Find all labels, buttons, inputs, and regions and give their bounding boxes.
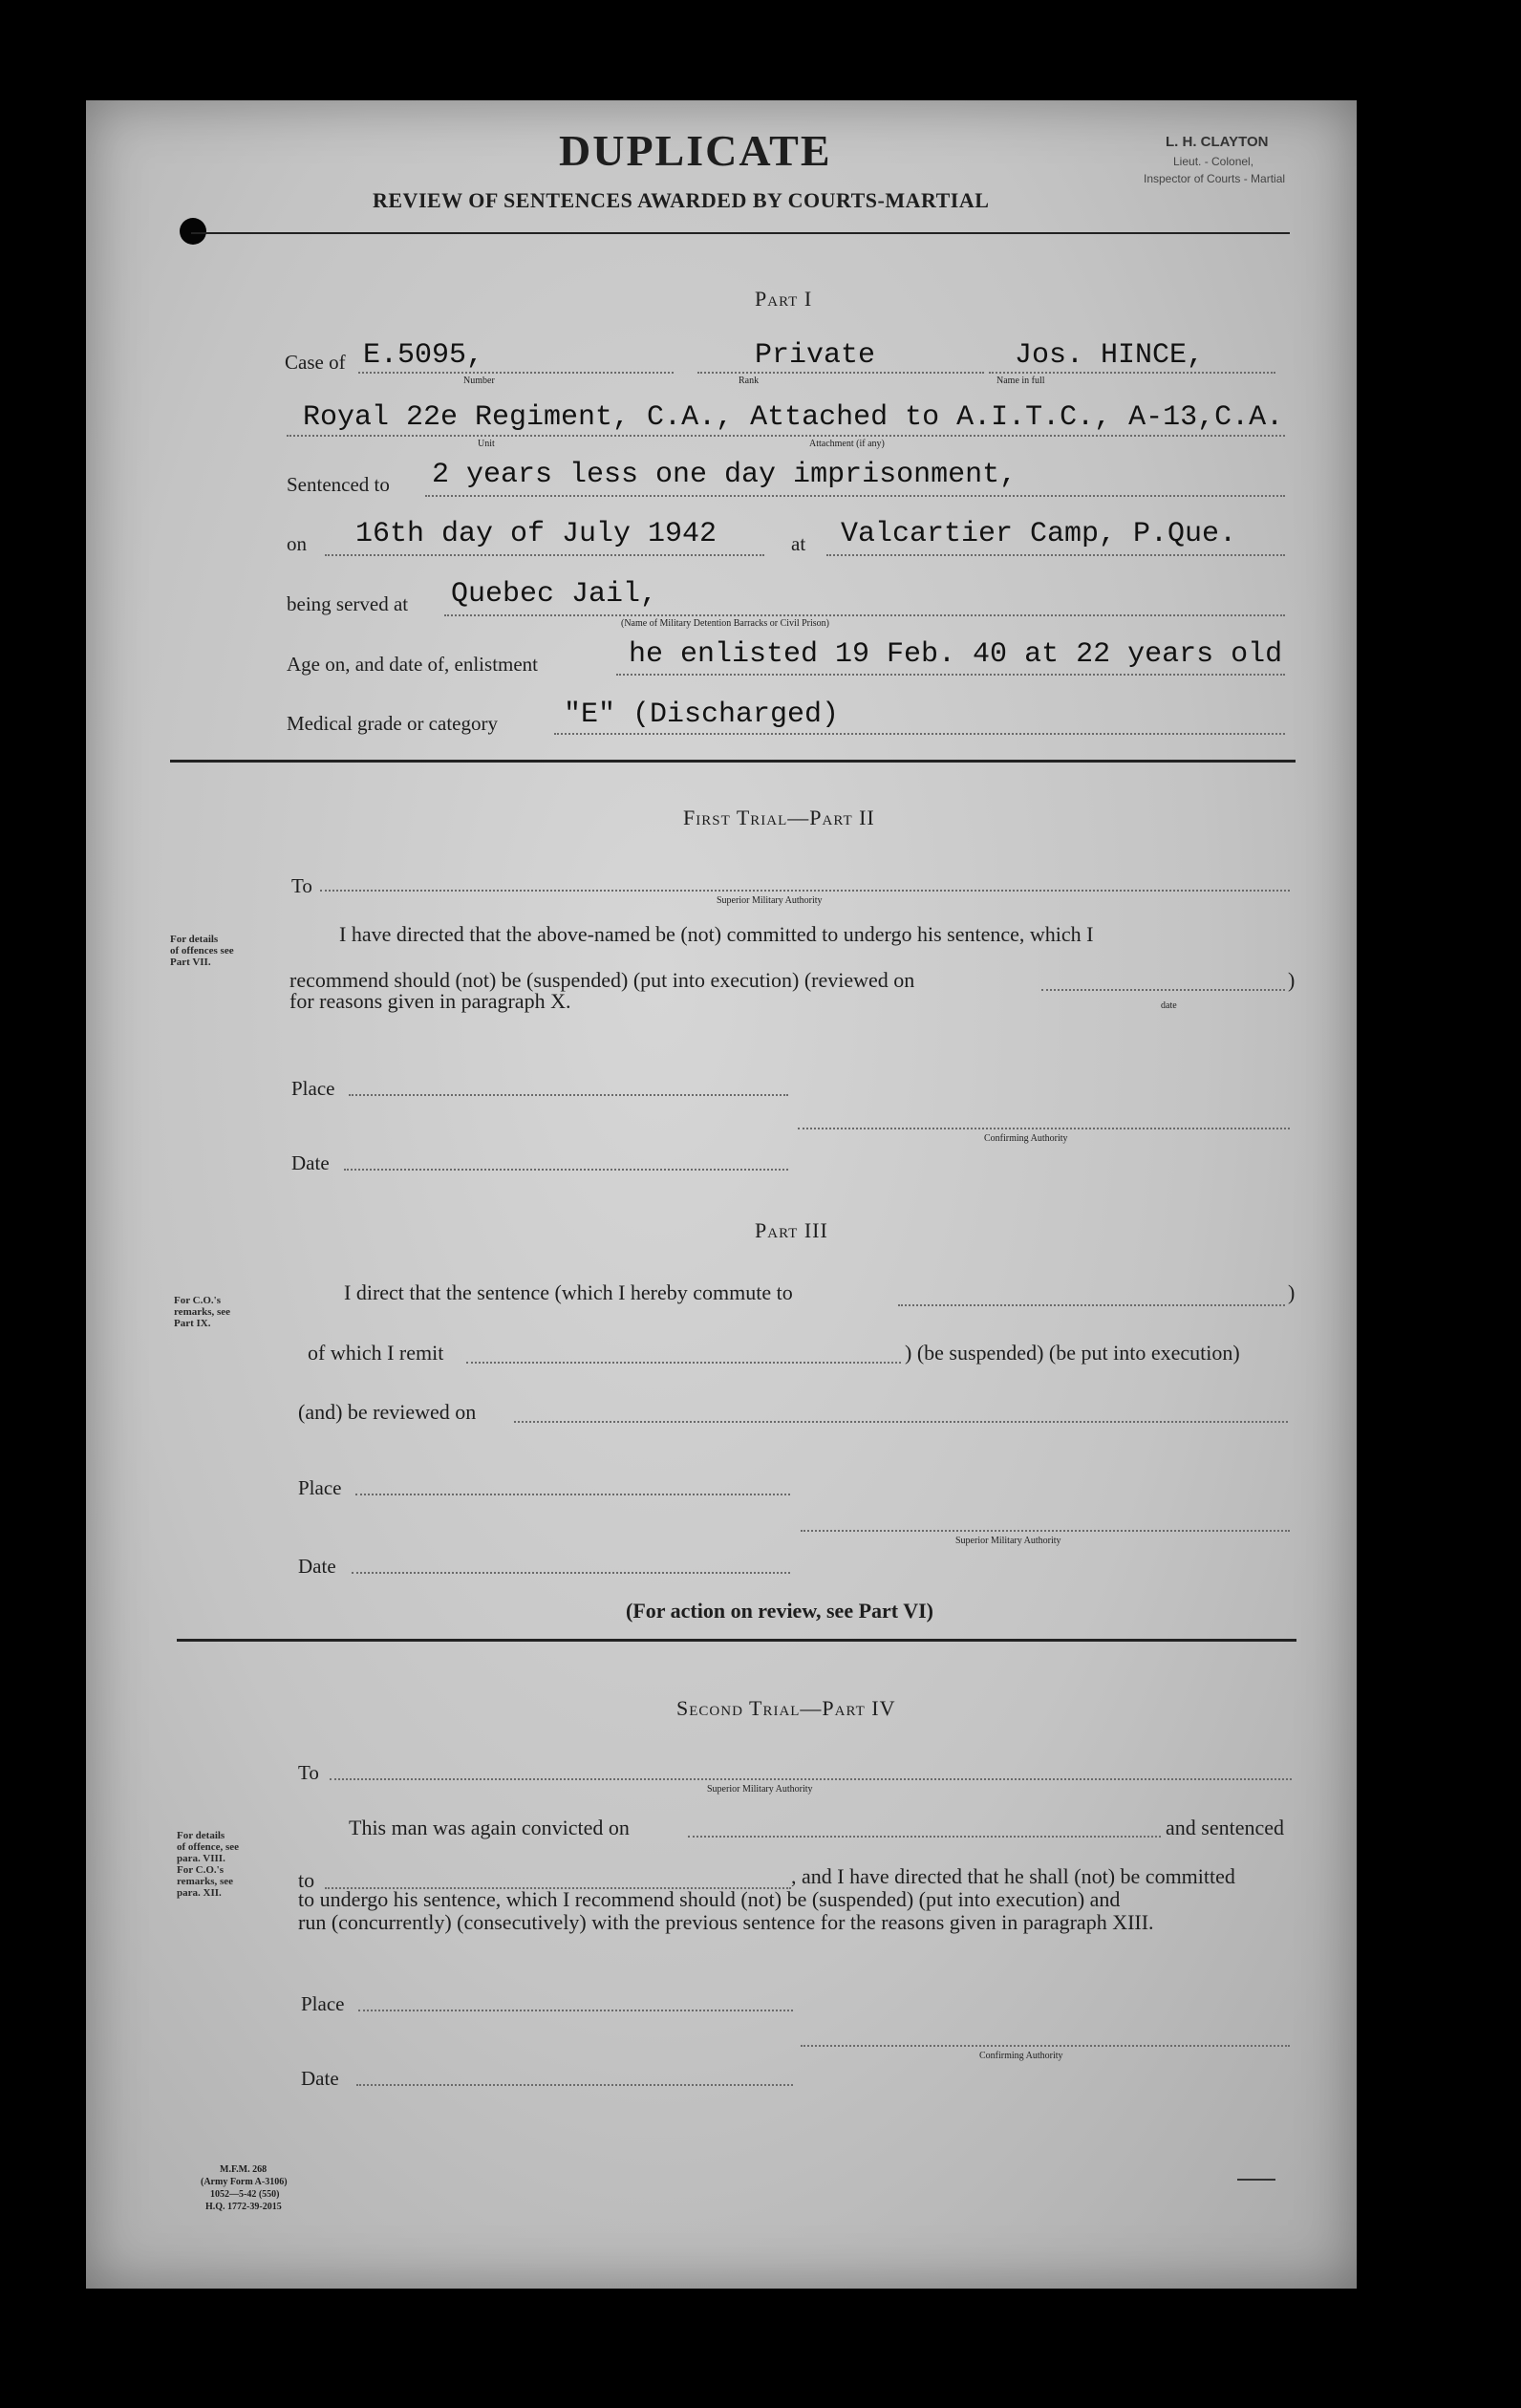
medical-line [554,733,1285,735]
clayton-stamp-title: Inspector of Courts - Martial [1144,172,1286,185]
part2-close-paren: ) [1288,968,1296,992]
document-subtitle: REVIEW OF SENTENCES AWARDED BY COURTS-MARTIAL [373,188,990,212]
part4-line2a: to [298,1868,315,1892]
clayton-stamp-name: L. H. CLAYTON [1166,134,1269,150]
case-of-label: Case of [285,351,346,374]
part2-date-line [344,1169,788,1171]
sentenced-label: Sentenced to [287,473,390,496]
rank-line [697,372,984,374]
part2-place-label: Place [291,1077,335,1100]
part2-heading: First Trial—Part II [683,806,875,829]
part3-remit-label: of which I remit [308,1341,444,1365]
part3-date-line [352,1572,790,1574]
part2-date-caption: date [1161,1000,1177,1011]
part1-heading: Part I [755,287,813,311]
unit-value: Royal 22e Regiment, C.A., Attached to A.I.T.C., A-13,C.A. [303,401,1284,434]
part2-side-note: For details of offences see Part VII. [170,934,234,968]
rank-caption: Rank [739,376,760,386]
number-caption: Number [463,376,495,386]
part4-line4: run (concurrently) (consecutively) with the previous sentence for the reasons given in paragraph XIII. [298,1910,1154,1934]
part4-confirming-caption: Confirming Authority [979,2051,1063,2061]
part2-date-label: Date [291,1151,330,1174]
part3-line1: I direct that the sentence (which I hereby commute to [344,1280,793,1304]
part4-to-line [330,1778,1292,1780]
part3-signature-line [801,1530,1290,1532]
sentence-line [425,495,1285,497]
name-value: Jos. HINCE, [1015,339,1205,372]
at-label: at [791,532,806,555]
name-caption: Name in full [996,376,1045,386]
header-rule [191,232,1290,234]
part3-reviewed-label: (and) be reviewed on [298,1400,477,1424]
part4-line1b: and sentenced [1166,1816,1284,1839]
part3-action-note: (For action on review, see Part VI) [626,1599,933,1623]
part3-commute-line [898,1304,1285,1306]
on-label: on [287,532,307,555]
part2-signature-line [798,1128,1290,1129]
part3-remit-line [466,1362,901,1364]
part4-to-label: To [298,1761,319,1784]
document-sheet [86,100,1357,2289]
part4-line3: to undergo his sentence, which I recommend should (not) be (suspended) (put into execution) and [298,1887,1121,1911]
form-number-line2: (Army Form A-3106) [201,2177,288,2187]
form-number-line1: M.F.M. 268 [220,2164,268,2175]
rank-value: Private [755,339,876,372]
name-line [989,372,1275,374]
part2-place-line [349,1094,788,1096]
part2-line1: I have directed that the above-named be (not) committed to undergo his sentence, which I [339,922,1094,946]
part3-place-label: Place [298,1476,342,1499]
part4-place-line [358,2010,793,2011]
part4-date-line [356,2084,793,2086]
part2-confirming-caption: Confirming Authority [984,1133,1068,1144]
part4-date-label: Date [301,2067,339,2090]
part2-line2: recommend should (not) be (suspended) (put into execution) (reviewed on [289,968,915,992]
part2-review-date-line [1041,989,1285,991]
part4-signature-line [801,2045,1290,2047]
part4-line1a: This man was again convicted on [349,1816,630,1839]
footer-short-rule [1237,2179,1275,2181]
prison-line [444,614,1285,616]
part4-conviction-line [688,1836,1161,1838]
part4-heading: Second Trial—Part IV [676,1696,896,1720]
part3-place-line [355,1494,790,1495]
part3-authority-caption: Superior Military Authority [955,1536,1061,1546]
served-label: being served at [287,592,409,615]
service-number-value: E.5095, [363,339,484,372]
medical-value: "E" (Discharged) [564,699,840,731]
part2-to-label: To [291,874,312,897]
part2-authority-caption: Superior Military Authority [717,895,823,906]
prison-value: Quebec Jail, [451,578,658,611]
enlistment-value: he enlisted 19 Feb. 40 at 22 years old [629,638,1283,671]
attachment-caption: Attachment (if any) [809,439,885,449]
part1-end-rule [170,760,1296,763]
punch-hole-mark [180,218,206,245]
form-number-line3: 1052—5-42 (550) [210,2189,280,2200]
part3-side-note: For C.O.'s remarks, see Part IX. [174,1295,231,1329]
part3-reviewed-line [514,1421,1288,1423]
form-number-line4: H.Q. 1772-39-2015 [205,2202,282,2212]
part2-to-line [320,890,1290,892]
prison-caption: (Name of Military Detention Barracks or Civil Prison) [621,618,830,629]
document-title: DUPLICATE [559,126,832,175]
trial-place-line [826,554,1285,556]
part3-remit-tail: ) (be suspended) (be put into execution) [905,1341,1240,1365]
number-line [358,372,674,374]
part4-side-note: For details of offence, see para. VIII. For C.O.'s remarks, see para. XII. [177,1830,240,1899]
enlistment-line [616,674,1285,676]
part4-place-label: Place [301,1992,345,2015]
part3-end-rule [177,1639,1296,1642]
sentence-value: 2 years less one day imprisonment, [432,459,1018,491]
trial-date-value: 16th day of July 1942 [355,518,718,550]
part3-close-paren: ) [1288,1280,1296,1304]
part4-authority-caption: Superior Military Authority [707,1784,813,1795]
part3-date-label: Date [298,1555,336,1578]
medical-label: Medical grade or category [287,712,498,735]
unit-line [287,435,1285,437]
unit-caption: Unit [478,439,495,449]
clayton-stamp-rank: Lieut. - Colonel, [1173,155,1254,168]
part2-line3: for reasons given in paragraph X. [289,989,571,1013]
trial-place-value: Valcartier Camp, P.Que. [841,518,1237,550]
trial-date-line [325,554,764,556]
age-label: Age on, and date of, enlistment [287,653,539,676]
part4-line2b: , and I have directed that he shall (not) be committed [791,1864,1235,1888]
part3-heading: Part III [755,1218,828,1242]
